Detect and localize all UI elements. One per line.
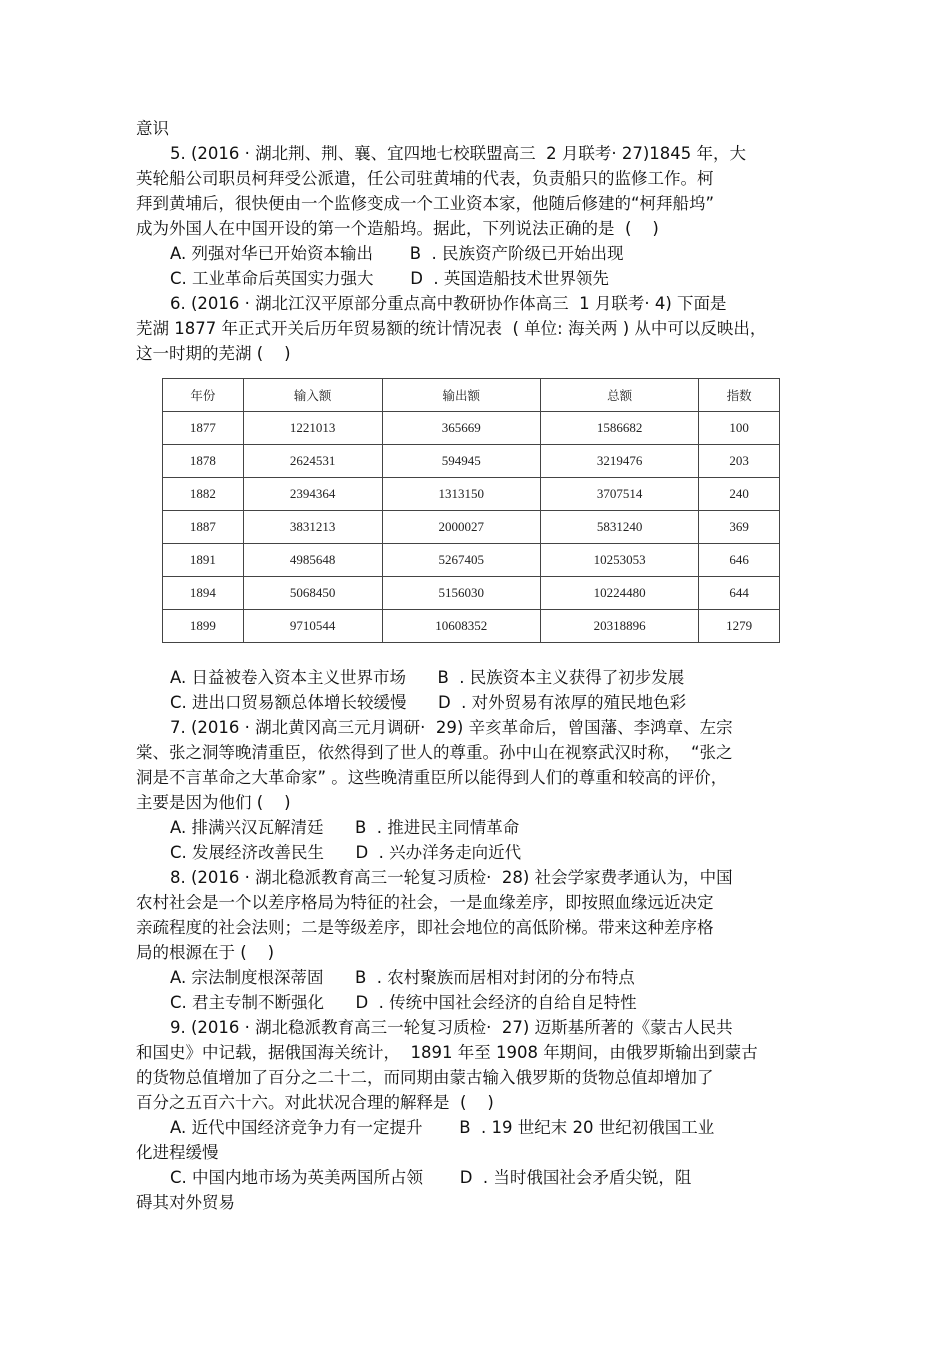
question-7-stem: 主要是因为他们 ( ): [136, 793, 291, 812]
question-5-stem: 5. (2016 · 湖北荆、荆、襄、宜四地七校联盟高三 2 月联考· 27)1845 年，大: [170, 144, 747, 163]
table-cell: 4985648: [243, 544, 382, 577]
table-cell: 3831213: [243, 511, 382, 544]
table-cell: 5068450: [243, 577, 382, 610]
question-9-options: 碍其对外贸易: [136, 1193, 235, 1212]
table-row: [163, 412, 780, 445]
table-cell: 2000027: [382, 511, 540, 544]
table-cell: 1894: [163, 577, 244, 610]
table-cell: 1313150: [382, 478, 540, 511]
question-9-stem: 和国史》中记载，据俄国海关统计， 1891 年至 1908 年期间，由俄罗斯输出到蒙古: [136, 1043, 758, 1062]
question-8-stem: 农村社会是一个以差序格局为特征的社会，一是血缘差序，即按照血缘远近决定: [136, 893, 714, 912]
table-row: [163, 577, 780, 610]
table-header-cell: 输入额: [243, 379, 382, 412]
table-cell: 5267405: [382, 544, 540, 577]
question-8-stem: 8. (2016 · 湖北稳派教育高三一轮复习质检· 28) 社会学家费孝通认为，中国: [170, 868, 733, 887]
table-cell: 10224480: [540, 577, 698, 610]
question-5-options: A. 列强对华已开始资本输出 B . 民族资产阶级已开始出现: [170, 244, 624, 263]
question-6-stem: 6. (2016 · 湖北江汉平原部分重点高中教研协作体高三 1 月联考· 4) 下面是: [170, 294, 727, 313]
question-6-stem: 这一时期的芜湖 ( ): [136, 344, 291, 363]
table-cell: 203: [699, 445, 780, 478]
trade-statistics-table: [162, 378, 780, 643]
table-cell: 10253053: [540, 544, 698, 577]
table-cell: 365669: [382, 412, 540, 445]
table-cell: 1891: [163, 544, 244, 577]
table-row: [163, 445, 780, 478]
table-header-cell: 年份: [163, 379, 244, 412]
question-6-options: A. 日益被卷入资本主义世界市场 B . 民族资本主义获得了初步发展: [170, 668, 685, 687]
question-7-options: C. 发展经济改善民生 D . 兴办洋务走向近代: [170, 843, 522, 862]
table-cell: 10608352: [382, 610, 540, 643]
table-cell: 20318896: [540, 610, 698, 643]
table-row: [163, 610, 780, 643]
question-5-stem: 拜到黄埔后，很快便由一个监修变成一个工业资本家，他随后修建的“柯拜船坞”: [136, 194, 715, 213]
question-7-stem: 棠、张之洞等晚清重臣，依然得到了世人的尊重。孙中山在视察武汉时称， “张之: [136, 743, 733, 762]
table-cell: 100: [699, 412, 780, 445]
table-cell: 2394364: [243, 478, 382, 511]
question-9-stem: 百分之五百六十六。对此状况合理的解释是 ( ): [136, 1093, 494, 1112]
question-5-options: C. 工业革命后英国实力强大 D . 英国造船技术世界领先: [170, 269, 609, 288]
table-cell: 1882: [163, 478, 244, 511]
question-9-options: 化进程缓慢: [136, 1143, 219, 1162]
table-cell: 1877: [163, 412, 244, 445]
table-cell: 1279: [699, 610, 780, 643]
table-header-cell: 总额: [540, 379, 698, 412]
table-cell: 3219476: [540, 445, 698, 478]
table-row: [163, 478, 780, 511]
table-cell: 3707514: [540, 478, 698, 511]
table-cell: 646: [699, 544, 780, 577]
table-cell: 5831240: [540, 511, 698, 544]
table-cell: 1878: [163, 445, 244, 478]
table-cell: 644: [699, 577, 780, 610]
question-8-options: A. 宗法制度根深蒂固 B . 农村聚族而居相对封闭的分布特点: [170, 968, 635, 987]
table-cell: 9710544: [243, 610, 382, 643]
question-9-stem: 9. (2016 · 湖北稳派教育高三一轮复习质检· 27) 迈斯基所著的《蒙古人民共: [170, 1018, 733, 1037]
table-cell: 1887: [163, 511, 244, 544]
table-header-cell: 输出额: [382, 379, 540, 412]
table-cell: 594945: [382, 445, 540, 478]
question-7-stem: 洞是不言革命之大革命家” 。这些晚清重臣所以能得到人们的尊重和较高的评价，: [136, 768, 728, 787]
table-cell: 1899: [163, 610, 244, 643]
question-8-stem: 局的根源在于 ( ): [136, 943, 275, 962]
question-8-stem: 亲疏程度的社会法则；二是等级差序，即社会地位的高低阶梯。带来这种差序格: [136, 918, 714, 937]
question-9-options: C. 中国内地市场为英美两国所占领 D . 当时俄国社会矛盾尖锐，阻: [170, 1168, 692, 1187]
table-cell: 2624531: [243, 445, 382, 478]
question-9-options: A. 近代中国经济竞争力有一定提升 B . 19 世纪末 20 世纪初俄国工业: [170, 1118, 715, 1137]
question-6-options: C. 进出口贸易额总体增长较缓慢 D . 对外贸易有浓厚的殖民地色彩: [170, 693, 687, 712]
table-cell: 5156030: [382, 577, 540, 610]
question-7-options: A. 排满兴汉瓦解清廷 B . 推进民主同情革命: [170, 818, 520, 837]
table-cell: 1586682: [540, 412, 698, 445]
text-line: 意识: [136, 119, 169, 138]
table-cell: 1221013: [243, 412, 382, 445]
question-7-stem: 7. (2016 · 湖北黄冈高三元月调研· 29) 辛亥革命后，曾国藩、李鸿章、左宗: [170, 718, 733, 737]
table-row: [163, 544, 780, 577]
table-cell: 369: [699, 511, 780, 544]
question-6-stem: 芜湖 1877 年正式开关后历年贸易额的统计情况表 ( 单位: 海关两 ) 从中可以反映出，: [136, 319, 767, 338]
question-5-stem: 成为外国人在中国开设的第一个造船坞。据此，下列说法正确的是 ( ): [136, 219, 659, 238]
table-header-row: [163, 379, 780, 412]
table-cell: 240: [699, 478, 780, 511]
question-5-stem: 英轮船公司职员柯拜受公派遣，任公司驻黄埔的代表，负责船只的监修工作。柯: [136, 169, 714, 188]
question-8-options: C. 君主专制不断强化 D . 传统中国社会经济的自给自足特性: [170, 993, 637, 1012]
table-row: [163, 511, 780, 544]
question-9-stem: 的货物总值增加了百分之二十二，而同期由蒙古输入俄罗斯的货物总值却增加了: [136, 1068, 714, 1087]
table-header-cell: 指数: [699, 379, 780, 412]
